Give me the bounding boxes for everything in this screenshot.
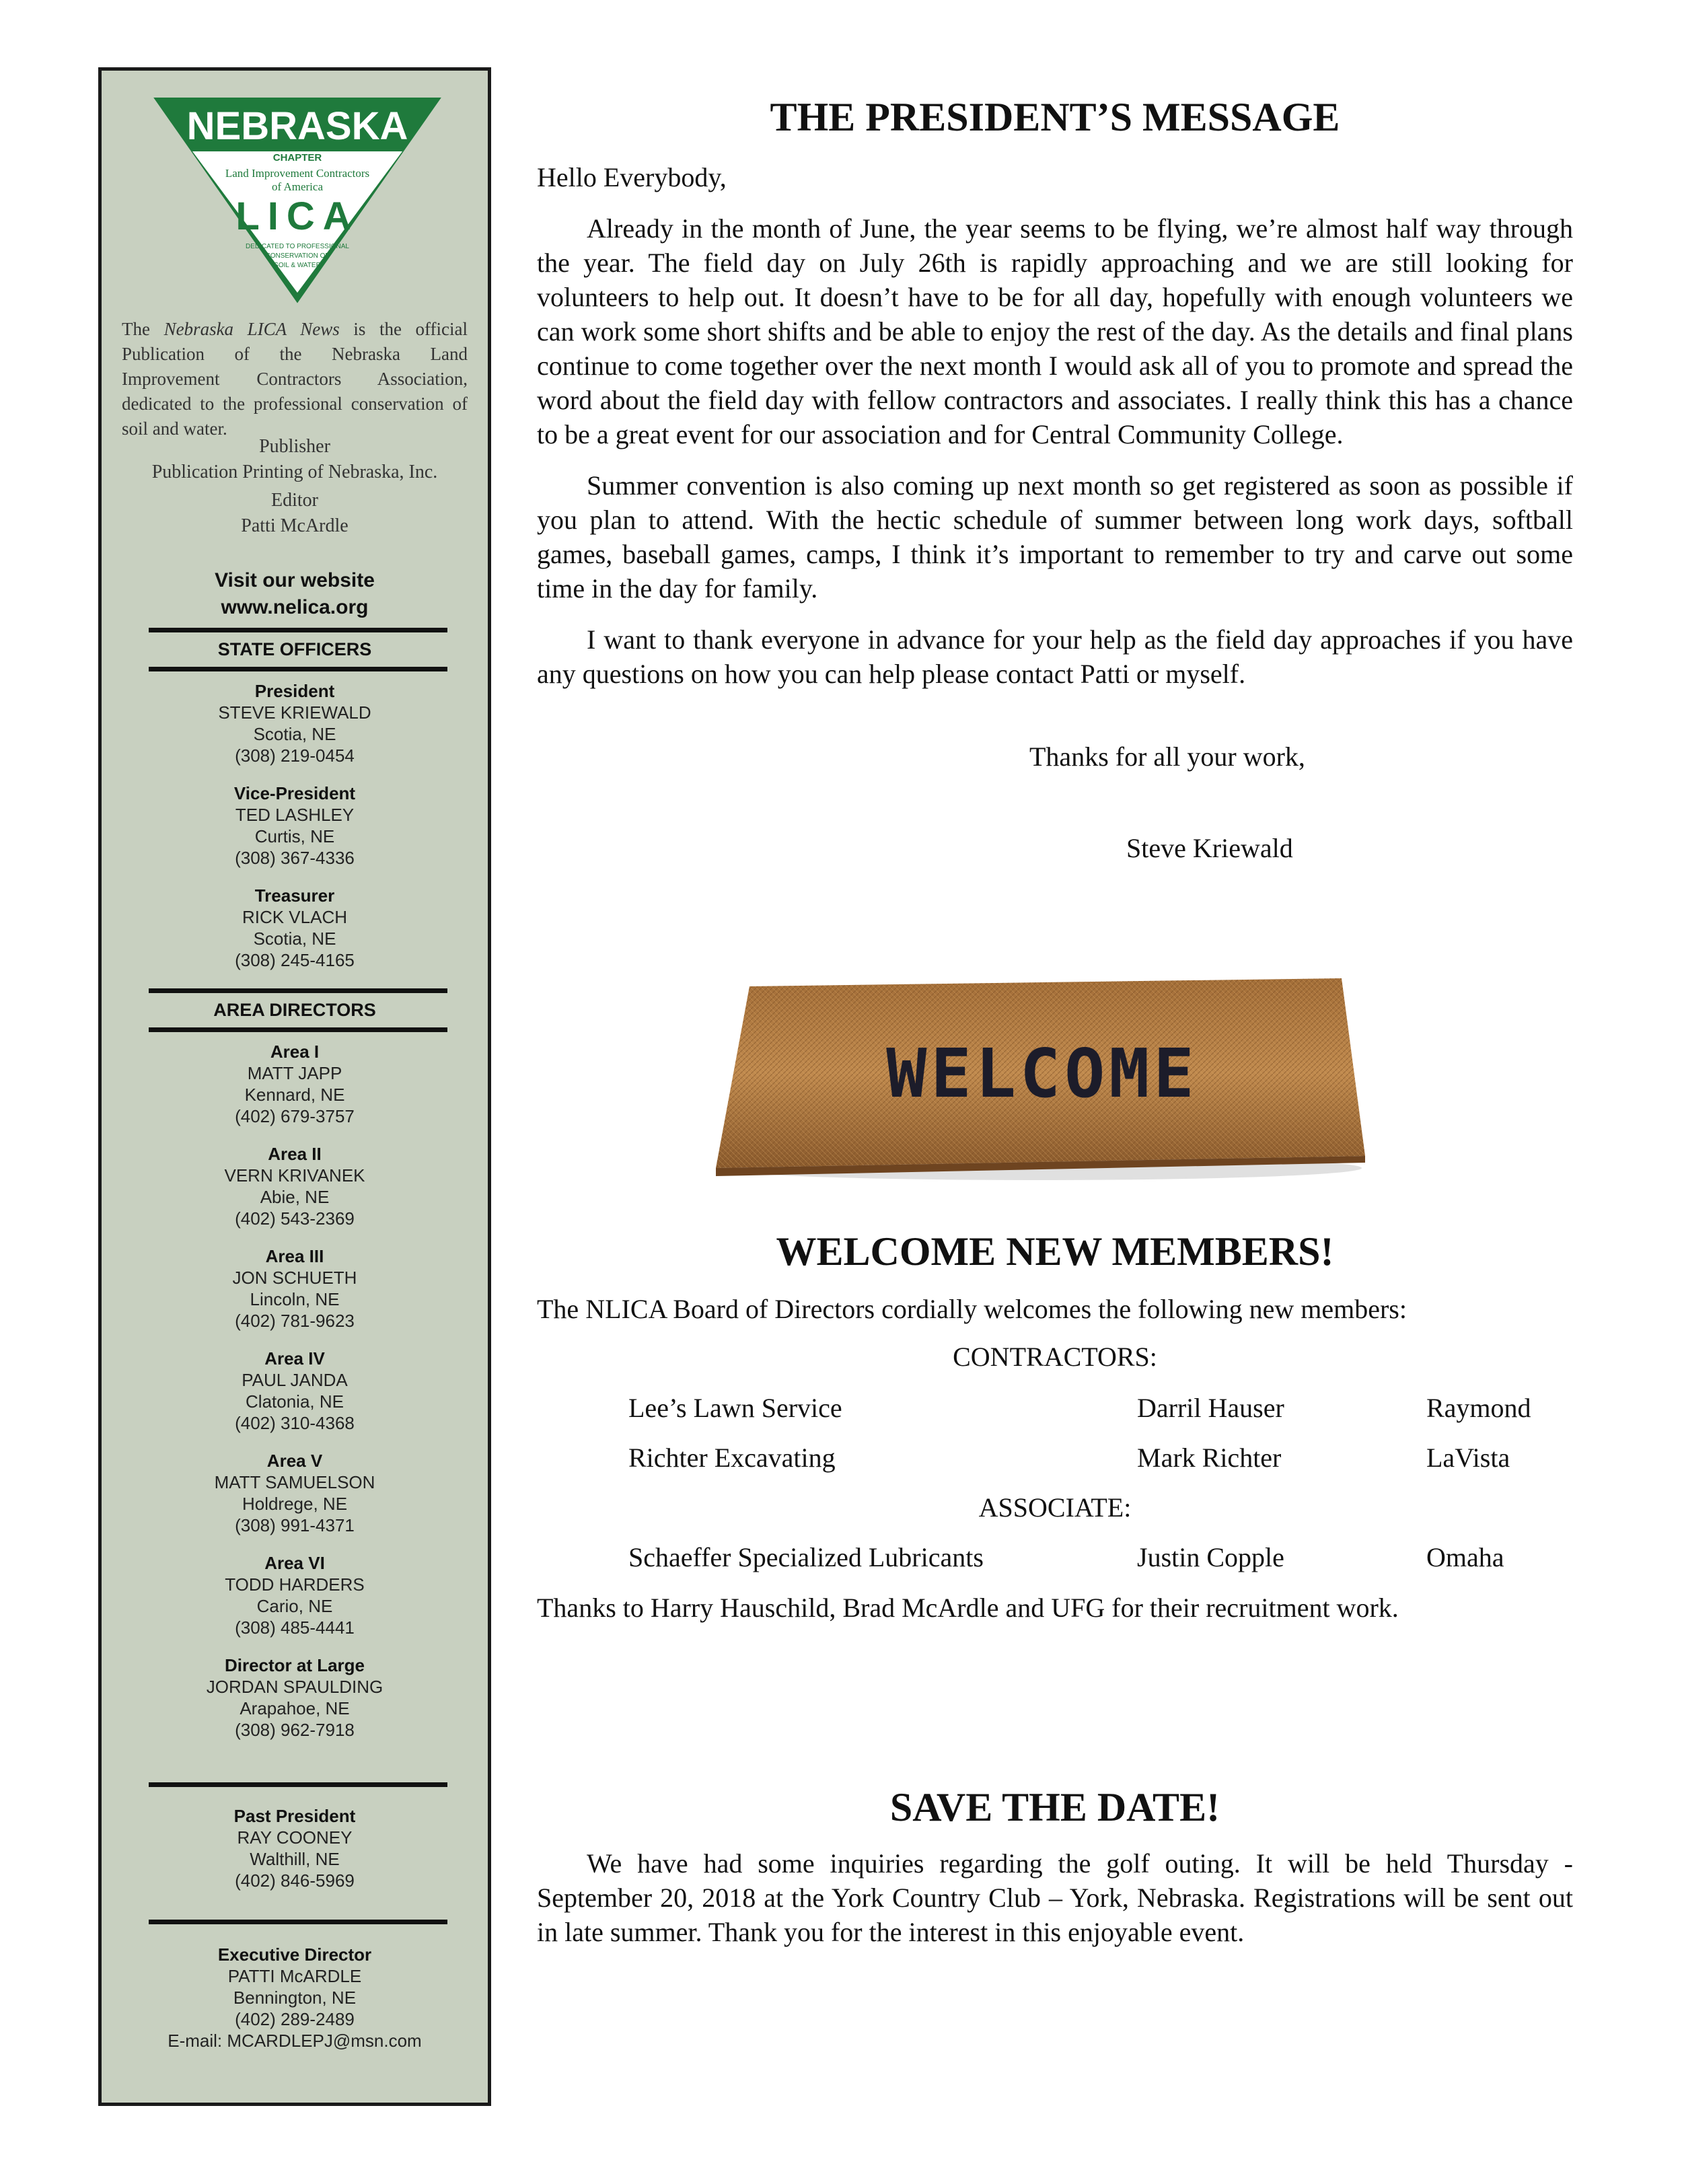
- sidebar: [98, 67, 491, 2106]
- message-paragraph: I want to thank everyone in advance for your help as the field day approaches if you have any questions on how you can help please contact Patti or myself.: [537, 624, 1573, 689]
- signature: Steve Kriewald: [1126, 833, 1293, 863]
- officer-president: President STEVE KRIEWALD Scotia, NE (308) 219-0454: [218, 681, 371, 766]
- officer-vice-president: Vice-President TED LASHLEY Curtis, NE (308) 367-4336: [233, 783, 356, 868]
- website-link[interactable]: www.nelica.org: [221, 596, 369, 618]
- member-person: Mark Richter: [1137, 1443, 1282, 1473]
- executive-director-email[interactable]: E-mail: MCARDLEPJ@msn.com: [168, 2031, 422, 2051]
- logo-tag3: SOIL & WATER: [274, 262, 321, 269]
- member-city: LaVista: [1426, 1443, 1510, 1473]
- save-the-date-paragraph: We have had some inquiries regarding the golf outing. It will be held Thursday - September 20, 2018 at the York Country Club – York, Nebraska. Registrations will be sent out in late summer. Thank you for the interest in this enjoyable event.: [537, 1848, 1573, 1947]
- member-person: Justin Copple: [1137, 1542, 1284, 1572]
- new-members-intro: The NLICA Board of Directors cordially welcomes the following new members:: [537, 1294, 1407, 1324]
- associate-heading: ASSOCIATE:: [978, 1492, 1132, 1523]
- divider: [149, 667, 447, 671]
- logo-tag2: CONSERVATION OF: [265, 252, 330, 260]
- logo-tag1: DEDICATED TO PROFESSIONAL: [246, 243, 349, 250]
- publisher-name: Publication Printing of Nebraska, Inc.: [151, 462, 438, 482]
- executive-director: Executive Director PATTI McARDLE Bennington, NE (402) 289-2489 E-mail: MCARDLEPJ@msn.com: [102, 1944, 488, 2051]
- presidents-message-title: THE PRESIDENT’S MESSAGE: [770, 95, 1340, 139]
- contractors-heading: CONTRACTORS:: [953, 1342, 1157, 1372]
- logo-chapter-text: CHAPTER: [272, 152, 322, 163]
- area-directors-heading: AREA DIRECTORS: [213, 1000, 376, 1020]
- welcome-mat-image: [702, 966, 1375, 1188]
- member-company: Richter Excavating: [628, 1443, 836, 1473]
- editor-name: Patti McArdle: [241, 515, 349, 536]
- save-the-date-body: [537, 1846, 1573, 1966]
- director-area-2: Area II VERN KRIVANEK Abie, NE (402) 543-2369: [224, 1144, 365, 1229]
- nebraska-lica-logo: [152, 95, 443, 305]
- member-company: Lee’s Lawn Service: [628, 1393, 842, 1423]
- member-company: Schaeffer Specialized Lubricants: [628, 1542, 984, 1572]
- greeting: Hello Everybody,: [537, 162, 727, 192]
- publisher-label: Publisher: [259, 436, 330, 457]
- editor-label: Editor: [271, 490, 318, 511]
- logo-org-line2: of America: [272, 180, 323, 193]
- save-the-date-title: SAVE THE DATE!: [889, 1785, 1220, 1829]
- presidents-message-body: [537, 160, 1573, 708]
- website-label: Visit our website: [215, 569, 375, 591]
- member-city: Omaha: [1426, 1542, 1504, 1572]
- closing-line: Thanks for all your work,: [1029, 741, 1305, 772]
- member-city: Raymond: [1426, 1393, 1531, 1423]
- divider: [149, 628, 447, 632]
- state-officers-heading: STATE OFFICERS: [217, 639, 372, 659]
- director-area-1: Area I MATT JAPP Kennard, NE (402) 679-3757: [235, 1042, 355, 1126]
- officer-treasurer: Treasurer RICK VLACH Scotia, NE (308) 245-4165: [235, 885, 355, 970]
- past-president: Past President RAY COONEY Walthill, NE (402) 846-5969: [233, 1806, 356, 1891]
- member-person: Darril Hauser: [1137, 1393, 1284, 1423]
- logo-org-line1: Land Improvement Contractors: [225, 167, 370, 180]
- logo-state-text: NEBRASKA: [186, 104, 408, 148]
- recruitment-thanks: Thanks to Harry Hauschild, Brad McArdle and UFG for their recruitment work.: [537, 1593, 1399, 1623]
- director-area-6: Area VI TODD HARDERS Cario, NE (308) 485-4441: [225, 1553, 365, 1638]
- new-members-title: WELCOME NEW MEMBERS!: [776, 1229, 1334, 1274]
- message-paragraph: Already in the month of June, the year seems to be flying, we’re almost half way through the year. The field day on July 26th is rapidly approaching and we are still looking for volunteers to help out. It doesn’t have to be for all day, hopefully with enough volunteers we can work some short shifts and be able to enjoy the rest of the day. As the details and final plans continue to come together over the next month I would ask all of you to promote and spread the word about the field day with fellow contractors and associates. I really think this has a chance to be a great event for our association and for Central Community College.: [537, 213, 1573, 449]
- director-area-5: Area V MATT SAMUELSON Holdrege, NE (308) 991-4371: [214, 1451, 375, 1535]
- divider: [149, 1920, 447, 1924]
- publication-description: The Nebraska LICA News is the official Publication of the Nebraska Land Improvement Contractors Association, dedicated to the professional conservation of soil and water.: [122, 319, 468, 439]
- divider: [149, 988, 447, 993]
- director-area-3: Area III JON SCHUETH Lincoln, NE (402) 781-9623: [232, 1246, 357, 1331]
- publication-name: Nebraska LICA News: [163, 319, 340, 339]
- divider: [149, 1027, 447, 1032]
- welcome-mat-text: WELCOME: [886, 1034, 1198, 1113]
- director-at-large: Director at Large JORDAN SPAULDING Arapahoe, NE (308) 962-7918: [206, 1655, 383, 1740]
- logo-acronym: LICA: [235, 194, 359, 238]
- director-area-4: Area IV PAUL JANDA Clatonia, NE (402) 310-4368: [235, 1348, 355, 1433]
- message-paragraph: Summer convention is also coming up next month so get registered as soon as possible if you plan to attend. With the hectic schedule of summer between long work days, softball games, baseball games, camps, I think it’s important to remember to try and carve out some time in the day for family.: [537, 470, 1573, 604]
- divider: [149, 1782, 447, 1787]
